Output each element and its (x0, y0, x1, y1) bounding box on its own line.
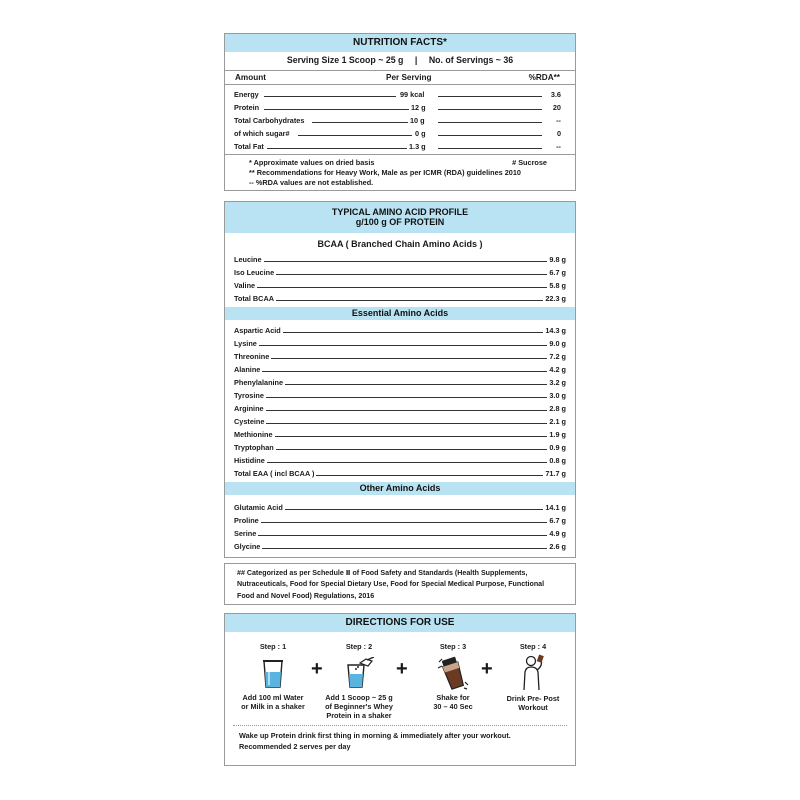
amino-label: Phenylalanine (234, 378, 284, 387)
step-text-line1: Add 1 Scoop ~ 25 g (325, 693, 393, 702)
nutrition-row (234, 87, 566, 99)
nutrient-rda: 20 (552, 103, 561, 112)
bcaa-title: BCAA ( Branched Chain Amino Acids ) (317, 239, 483, 249)
amino-label: Tyrosine (234, 391, 264, 400)
category-line-2: Nutraceuticals, Food for Special Dietary Use, Food for Special Medical Purpose, Functional (237, 580, 545, 588)
header-rda: %RDA** (528, 73, 560, 82)
amino-value: 9.8 g (549, 255, 566, 264)
amino-label: Leucine (234, 255, 262, 264)
step-1 (233, 642, 313, 711)
amino-value: 1.9 g (549, 430, 566, 439)
amino-row (234, 278, 566, 290)
footnote-rda-recommendation: ** Recommendations for Heavy Work, Male as per ICMR (RDA) guidelines 2010 (249, 168, 521, 177)
nutrient-label: Protein (234, 103, 260, 112)
nutrient-value: 1.3 g (409, 142, 426, 151)
nutrient-rda: -- (556, 142, 561, 151)
amino-value: 71.7 g (545, 469, 566, 478)
step-text-line1: Shake for (436, 693, 470, 702)
amino-label: Serine (234, 529, 257, 538)
amino-value: 0.9 g (549, 443, 566, 452)
amino-value: 14.1 g (545, 503, 566, 512)
amino-value: 9.0 g (549, 339, 566, 348)
header-amount: Amount (235, 73, 266, 82)
step-text-line2: 30 – 40 Sec (433, 702, 473, 711)
amino-value: 2.6 g (549, 542, 566, 551)
amino-label: Valine (234, 281, 256, 290)
amino-label: Histidine (234, 456, 265, 465)
step-text-line1: Drink Pre- Post (506, 694, 560, 703)
amino-row (234, 453, 566, 465)
nutrition-row (234, 100, 566, 112)
amino-value: 7.2 g (549, 352, 566, 361)
nutrient-label: Energy (234, 90, 259, 99)
amino-value: 22.3 g (545, 294, 566, 303)
amino-row (234, 440, 566, 452)
amino-row (234, 375, 566, 387)
essential-title: Essential Amino Acids (225, 307, 575, 320)
amino-label: Proline (234, 516, 259, 525)
amino-value: 6.7 g (549, 268, 566, 277)
category-line-1: ## Categorized as per Schedule Ⅱ of Food Safety and Standards (Health Supplements, (237, 569, 528, 577)
amino-row (234, 500, 566, 512)
amino-value: 0.8 g (549, 456, 566, 465)
directions-panel (224, 613, 576, 766)
step-label: Step : 4 (519, 642, 547, 651)
directions-title: DIRECTIONS FOR USE (225, 614, 575, 632)
step-label: Step : 2 (345, 642, 373, 651)
step-label: Step : 1 (259, 642, 287, 651)
step-text-line3: Protein in a shaker (326, 711, 392, 720)
servings-count: No. of Servings ~ 36 (428, 55, 514, 65)
amino-value: 4.2 g (549, 365, 566, 374)
step-text-line2: of Beginner's Whey (325, 702, 393, 711)
step-2 (316, 642, 402, 720)
amino-label: Cysteine (234, 417, 265, 426)
serving-divider (225, 70, 575, 71)
amino-value: 2.8 g (549, 404, 566, 413)
plus-icon: + (396, 658, 408, 680)
amino-row (234, 336, 566, 348)
amino-value: 2.1 g (549, 417, 566, 426)
amino-label: Methionine (234, 430, 273, 439)
nutrient-rda: 3.6 (550, 90, 561, 99)
serving-size: Serving Size 1 Scoop ~ 25 g (286, 55, 404, 65)
nutrition-divider (225, 154, 575, 155)
amino-label: Arginine (234, 404, 264, 413)
nutrition-title: NUTRITION FACTS* (225, 34, 575, 52)
nutrition-facts-panel (224, 33, 576, 191)
amino-total-row (234, 466, 566, 478)
amino-label: Glycine (234, 542, 261, 551)
step-text-line1: Add 100 ml Water (242, 693, 304, 702)
amino-value: 5.8 g (549, 281, 566, 290)
directions-divider (233, 725, 567, 726)
header-divider (225, 84, 575, 85)
nutrient-label: Total Carbohydrates (234, 116, 305, 125)
header-per-serving: Per Serving (386, 73, 432, 82)
amino-row (234, 323, 566, 335)
directions-note-line1: Wake up Protein drink first thing in morning & immediately after your workout. (239, 731, 511, 740)
amino-total-row (234, 291, 566, 303)
step-text-line2: Workout (518, 703, 548, 712)
nutrient-value: 12 g (411, 103, 426, 112)
amino-label: Alanine (234, 365, 261, 374)
nutrient-label: of which sugar# (234, 129, 290, 138)
footnote-approx: * Approximate values on dried basis (249, 158, 375, 167)
amino-label: Tryptophan (234, 443, 274, 452)
nutrient-value: 0 g (415, 129, 426, 138)
nutrient-label: Total Fat (234, 142, 264, 151)
amino-value: 3.0 g (549, 391, 566, 400)
amino-title-line1: TYPICAL AMINO ACID PROFILE (331, 207, 469, 217)
shaker-water-icon (258, 657, 288, 689)
serving-separator: | (414, 55, 418, 65)
other-title: Other Amino Acids (225, 482, 575, 495)
drinking-person-icon (516, 654, 550, 692)
category-line-3: Food and Novel Food) Regulations, 2016 (237, 592, 375, 600)
nutrition-row (234, 113, 566, 125)
nutrition-row (234, 126, 566, 138)
amino-value: 3.2 g (549, 378, 566, 387)
scoop-shaker-icon (342, 657, 376, 689)
step-4 (491, 642, 575, 712)
nutrition-row (234, 139, 566, 151)
amino-row (234, 252, 566, 264)
amino-row (234, 388, 566, 400)
plus-icon: + (311, 658, 323, 680)
nutrient-rda: 0 (556, 129, 561, 138)
amino-row (234, 427, 566, 439)
amino-row (234, 401, 566, 413)
amino-row (234, 513, 566, 525)
amino-label: Threonine (234, 352, 270, 361)
amino-value: 6.7 g (549, 516, 566, 525)
amino-label: Lysine (234, 339, 257, 348)
nutrient-rda: -- (556, 116, 561, 125)
nutrient-value: 99 kcal (400, 90, 425, 99)
nutrient-value: 10 g (410, 116, 425, 125)
amino-label: Aspartic Acid (234, 326, 281, 335)
plus-icon: + (481, 658, 493, 680)
amino-label: Glutamic Acid (234, 503, 283, 512)
amino-title (225, 202, 575, 233)
amino-label: Total EAA ( incl BCAA ) (234, 469, 315, 478)
amino-row (234, 265, 566, 277)
footnote-sucrose: # Sucrose (512, 158, 547, 167)
amino-row (234, 362, 566, 374)
step-text-line2: or Milk in a shaker (241, 702, 305, 711)
amino-label: Iso Leucine (234, 268, 275, 277)
amino-row (234, 526, 566, 538)
footnote-rda-not-established: -- %RDA values are not established. (249, 178, 374, 187)
amino-row (234, 539, 566, 551)
shake-bottle-icon (436, 656, 470, 690)
amino-row (234, 349, 566, 361)
amino-title-line2: g/100 g OF PROTEIN (355, 217, 445, 227)
amino-value: 4.9 g (549, 529, 566, 538)
amino-label: Total BCAA (234, 294, 274, 303)
serving-info (225, 55, 575, 65)
category-panel (224, 563, 576, 605)
amino-row (234, 414, 566, 426)
amino-acid-panel (224, 201, 576, 558)
step-label: Step : 3 (439, 642, 467, 651)
amino-value: 14.3 g (545, 326, 566, 335)
directions-note-line2: Recommended 2 serves per day (239, 742, 351, 751)
